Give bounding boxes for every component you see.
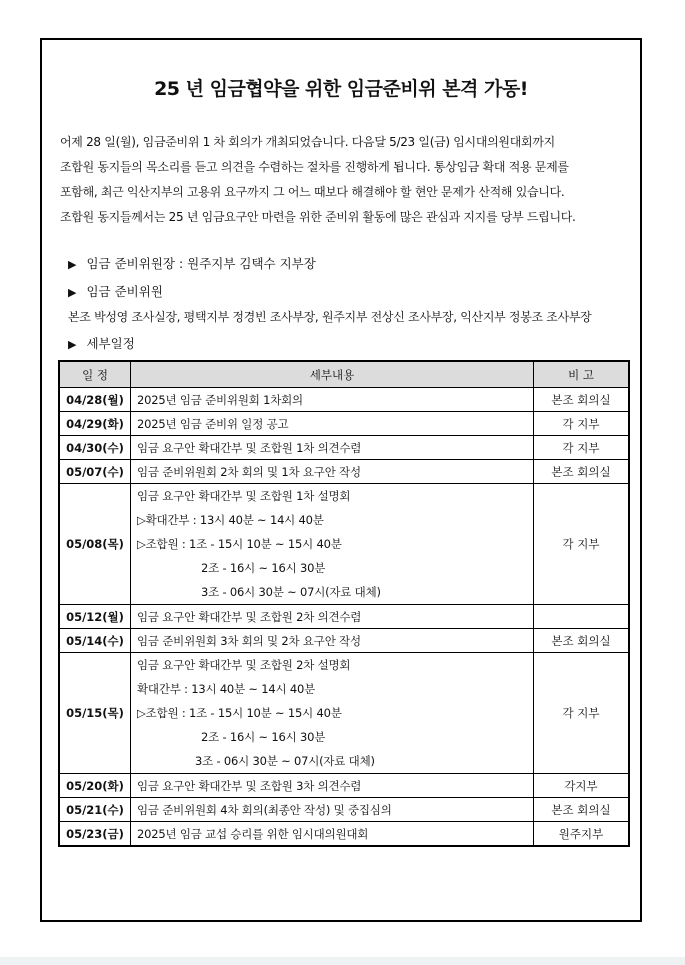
row-date: 05/20(화) [59,774,131,798]
table-header-row [59,361,629,388]
table-row [59,798,629,822]
table-row [59,653,629,774]
header-note: 비 고 [534,361,630,388]
row-content-line: 2조 - 16시 ~ 16시 30분 [201,561,326,575]
intro-line: 조합원 동지들께서는 25 년 임금요구안 마련을 위한 준비위 활동에 많은 관심과 지지를 당부 드립니다. [60,210,576,224]
row-content: 2025년 임금 준비위원회 1차회의 [131,388,534,412]
row-content: 임금 요구안 확대간부 및 조합원 2차 의견수렴 [131,605,534,629]
row-content-line: ▷조합원 : 1조 - 15시 10분 ~ 15시 40분 [137,537,342,551]
row-date: 04/30(수) [59,436,131,460]
row-date: 05/08(목) [59,484,131,605]
row-date: 05/14(수) [59,629,131,653]
bottom-bar [0,957,685,965]
row-date: 04/29(화) [59,412,131,436]
intro-paragraph [60,130,632,230]
row-content: 임금 준비위원회 4차 회의(최종안 작성) 및 중집심의 [131,798,534,822]
table-row [59,774,629,798]
table-row [59,484,629,605]
document-frame [40,38,642,922]
header-content: 세부내용 [131,361,534,388]
row-note: 각 지부 [534,653,630,774]
intro-line: 어제 28 일(월), 임금준비위 1 차 회의가 개최되었습니다. 다음달 5/23 일(금) 임시대의원대회까지 [60,135,555,149]
row-note: 각 지부 [534,484,630,605]
row-content-line: 3조 - 06시 30분 ~ 07시(자료 대체) [201,585,381,599]
row-date: 04/28(월) [59,388,131,412]
table-row [59,436,629,460]
table-row [59,388,629,412]
row-content [131,484,534,605]
triangle-bullet-icon: ▶ [68,338,77,351]
row-date: 05/07(수) [59,460,131,484]
row-content: 2025년 임금 교섭 승리를 위한 임시대의원대회 [131,822,534,847]
table-row [59,412,629,436]
row-content: 2025년 임금 준비위 일정 공고 [131,412,534,436]
row-note [534,605,630,629]
header-date: 일 정 [59,361,131,388]
page-title: 25 년 임금협약을 위한 임금준비위 본격 가동! [154,78,528,100]
row-note: 원주지부 [534,822,630,847]
row-content-line: ▷조합원 : 1조 - 15시 10분 ~ 15시 40분 [137,706,342,720]
row-note: 각지부 [534,774,630,798]
row-content: 임금 준비위원회 2차 회의 및 1차 요구안 작성 [131,460,534,484]
table-row [59,605,629,629]
row-content: 임금 요구안 확대간부 및 조합원 1차 의견수렴 [131,436,534,460]
row-content-line: ▷확대간부 : 13시 40분 ~ 14시 40분 [137,513,324,527]
members-text: 본조 박성영 조사실장, 평택지부 정경빈 조사부장, 원주지부 전상신 조사부장, 익산지부 정봉조 조사부장 [68,310,592,324]
schedule-table [58,360,630,847]
row-date: 05/21(수) [59,798,131,822]
row-date: 05/12(월) [59,605,131,629]
row-content-line: 2조 - 16시 ~ 16시 30분 [201,730,326,744]
row-note: 본조 회의실 [534,460,630,484]
schedule-item [68,334,135,352]
row-content [131,653,534,774]
members-label: 임금 준비위원 [86,284,163,299]
row-note: 각 지부 [534,412,630,436]
triangle-bullet-icon: ▶ [68,258,77,271]
row-content: 임금 준비위원회 3차 회의 및 2차 요구안 작성 [131,629,534,653]
triangle-bullet-icon: ▶ [68,286,77,299]
members-item [68,282,163,300]
row-date: 05/15(목) [59,653,131,774]
chair-item [68,254,316,272]
table-row [59,460,629,484]
row-content-line: 3조 - 06시 30분 ~ 07시(자료 대체) [195,754,375,768]
row-date: 05/23(금) [59,822,131,847]
row-note: 본조 회의실 [534,388,630,412]
row-content: 임금 요구안 확대간부 및 조합원 3차 의견수렴 [131,774,534,798]
row-note: 본조 회의실 [534,798,630,822]
chair-label: 임금 준비위원장 : 원주지부 김택수 지부장 [86,256,316,271]
intro-line: 조합원 동지들의 목소리를 듣고 의견을 수렴하는 절차를 진행하게 됩니다. 통상임금 확대 적용 문제를 [60,160,569,174]
row-content-line: 임금 요구안 확대간부 및 조합원 2차 설명회 [137,658,351,672]
row-content-line: 확대간부 : 13시 40분 ~ 14시 40분 [137,682,316,696]
table-row [59,822,629,847]
row-note: 각 지부 [534,436,630,460]
row-content-line: 임금 요구안 확대간부 및 조합원 1차 설명회 [137,489,351,503]
table-row [59,629,629,653]
intro-line: 포함해, 최근 익산지부의 고용위 요구까지 그 어느 때보다 해결해야 할 현안 문제가 산적해 있습니다. [60,185,565,199]
schedule-label: 세부일정 [86,336,135,351]
row-note: 본조 회의실 [534,629,630,653]
